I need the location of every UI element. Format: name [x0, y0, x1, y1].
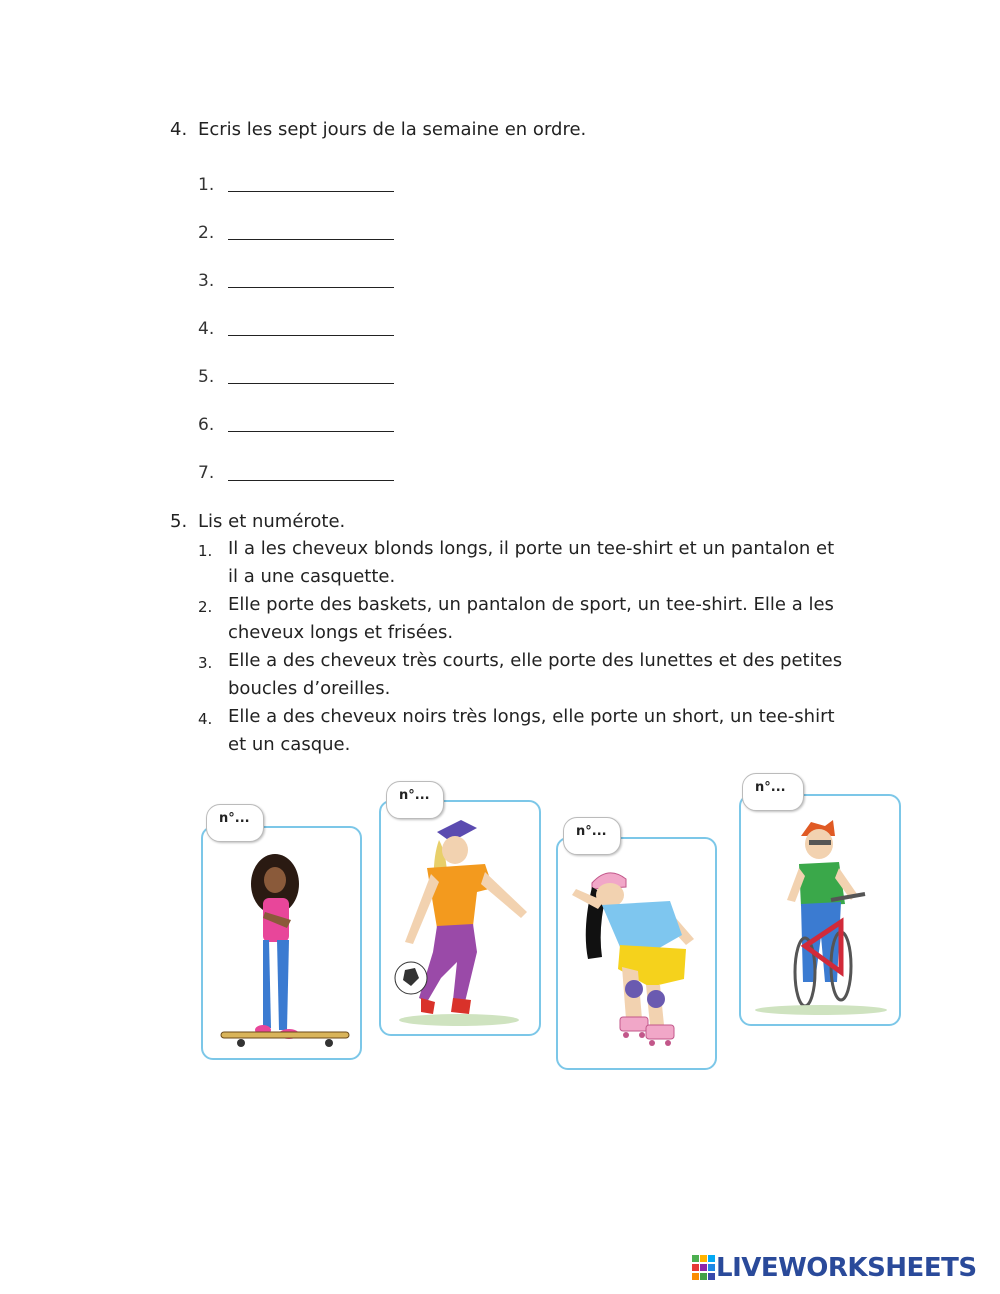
- skateboarder-illustration: [203, 828, 360, 1058]
- answer-line-number: 2.: [198, 223, 215, 243]
- statement-number: 4.: [198, 710, 213, 728]
- question-5-number: 5.: [170, 511, 188, 532]
- answer-blank-7[interactable]: [228, 480, 394, 481]
- answer-line-number: 6.: [198, 415, 215, 435]
- cyclist-illustration: [741, 796, 899, 1024]
- question-5-instruction: Lis et numérote.: [198, 511, 346, 532]
- number-bubble[interactable]: n°...: [742, 773, 804, 811]
- picture-card-1: [201, 826, 362, 1060]
- answer-blank-6[interactable]: [228, 431, 394, 432]
- number-bubble[interactable]: n°...: [563, 817, 621, 855]
- answer-line-number: 4.: [198, 319, 215, 339]
- statement-number: 3.: [198, 654, 213, 672]
- statement-text: et un casque.: [228, 734, 351, 755]
- picture-card-3: [556, 837, 717, 1070]
- statement-text: Il a les cheveux blonds longs, il porte un tee-shirt et un pantalon et: [228, 538, 835, 559]
- picture-card-2: [379, 800, 541, 1036]
- soccer-player-illustration: [381, 802, 539, 1034]
- question-4-number: 4.: [170, 119, 188, 140]
- answer-blank-5[interactable]: [228, 383, 394, 384]
- statement-text: Elle a des cheveux noirs très longs, elle porte un short, un tee-shirt: [228, 706, 835, 727]
- statement-number: 2.: [198, 598, 213, 616]
- number-bubble[interactable]: n°...: [386, 781, 444, 819]
- answer-blank-3[interactable]: [228, 287, 394, 288]
- rollerblader-illustration: [558, 839, 715, 1068]
- answer-line-number: 1.: [198, 175, 215, 195]
- answer-line-number: 7.: [198, 463, 215, 483]
- liveworksheets-logo-icon: [692, 1255, 716, 1281]
- question-4-instruction: Ecris les sept jours de la semaine en ordre.: [198, 119, 587, 140]
- statement-text: cheveux longs et frisées.: [228, 622, 454, 643]
- answer-line-number: 5.: [198, 367, 215, 387]
- liveworksheets-logo: [692, 1253, 977, 1283]
- liveworksheets-brand: LIVEWORKSHEETS: [716, 1253, 977, 1283]
- statement-text: il a une casquette.: [228, 566, 396, 587]
- statement-text: Elle a des cheveux très courts, elle porte des lunettes et des petites: [228, 650, 843, 671]
- answer-blank-1[interactable]: [228, 191, 394, 192]
- answer-blank-4[interactable]: [228, 335, 394, 336]
- answer-line-number: 3.: [198, 271, 215, 291]
- statement-text: Elle porte des baskets, un pantalon de sport, un tee-shirt. Elle a les: [228, 594, 834, 615]
- number-bubble[interactable]: n°...: [206, 804, 264, 842]
- answer-blank-2[interactable]: [228, 239, 394, 240]
- statement-text: boucles d’oreilles.: [228, 678, 391, 699]
- picture-card-4: [739, 794, 901, 1026]
- statement-number: 1.: [198, 542, 213, 560]
